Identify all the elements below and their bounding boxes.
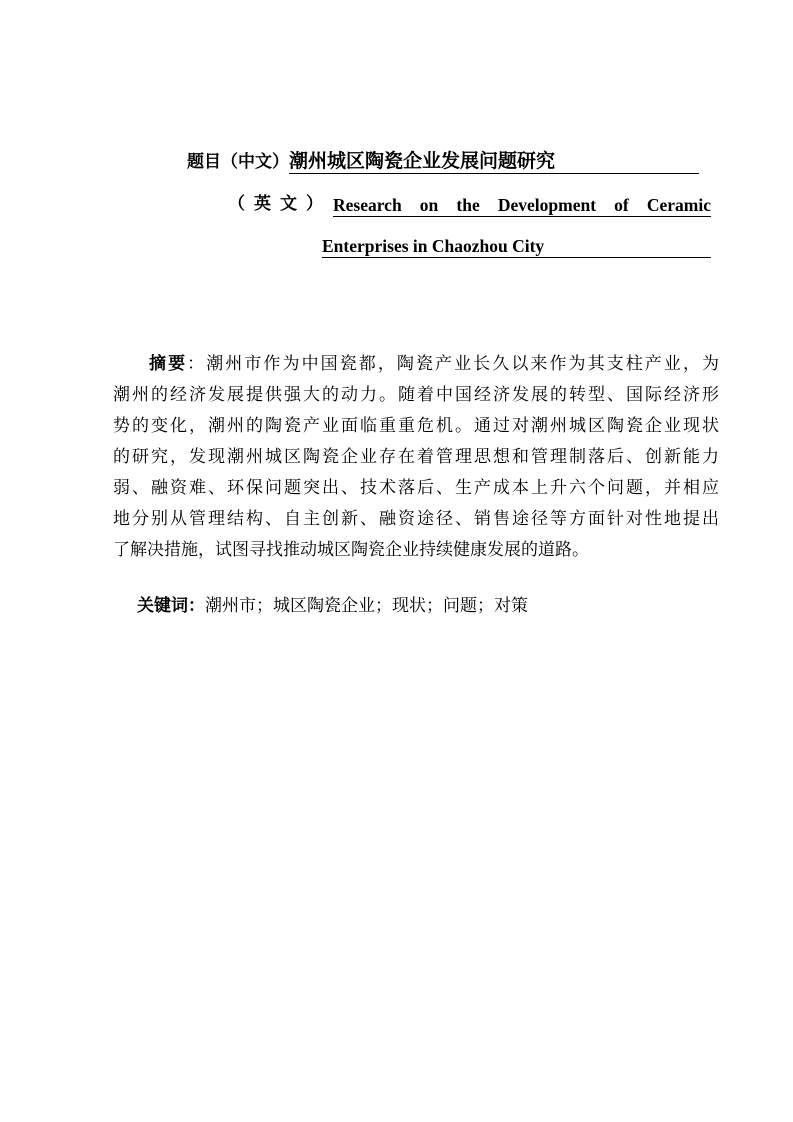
abstract-line-text: 潮州市作为中国瓷都，陶瓷产业长久以来作为其支柱产业，为	[206, 354, 720, 374]
abstract-line: 的研究，发现潮州城区陶瓷企业存在着管理思想和管理制落后、创新能力	[113, 447, 719, 467]
abstract-line: 弱、融资难、环保问题突出、技术落后、生产成本上升六个问题，并相应	[113, 478, 719, 498]
keywords	[137, 594, 528, 618]
english-title-line-1: Research on the Development of Ceramic	[333, 195, 711, 215]
chinese-title	[187, 147, 710, 175]
abstract-label: 摘要	[149, 354, 188, 374]
abstract-line: 势的变化，潮州的陶瓷产业面临重重危机。通过对潮州城区陶瓷企业现状	[113, 416, 719, 436]
abstract	[113, 349, 723, 566]
keywords-value: 潮州市；城区陶瓷企业；现状；问题；对策	[205, 596, 528, 616]
english-title-label: （英文）	[228, 194, 332, 214]
english-title-line-2: Enterprises in Chaozhou City	[322, 235, 711, 258]
abstract-line: 了解决措施，试图寻找推动城区陶瓷企业持续健康发展的道路。	[113, 540, 589, 560]
keywords-label: 关键词：	[137, 596, 205, 616]
abstract-line	[113, 349, 719, 380]
abstract-colon: ：	[187, 354, 207, 374]
chinese-title-value: 潮州城区陶瓷企业发展问题研究	[289, 149, 699, 174]
chinese-title-label: 题目（中文）	[187, 152, 289, 172]
abstract-line: 地分别从管理结构、自主创新、融资途径、销售途径等方面针对性地提出	[113, 509, 719, 529]
abstract-line: 潮州的经济发展提供强大的动力。随着中国经济发展的转型、国际经济形	[113, 385, 719, 405]
